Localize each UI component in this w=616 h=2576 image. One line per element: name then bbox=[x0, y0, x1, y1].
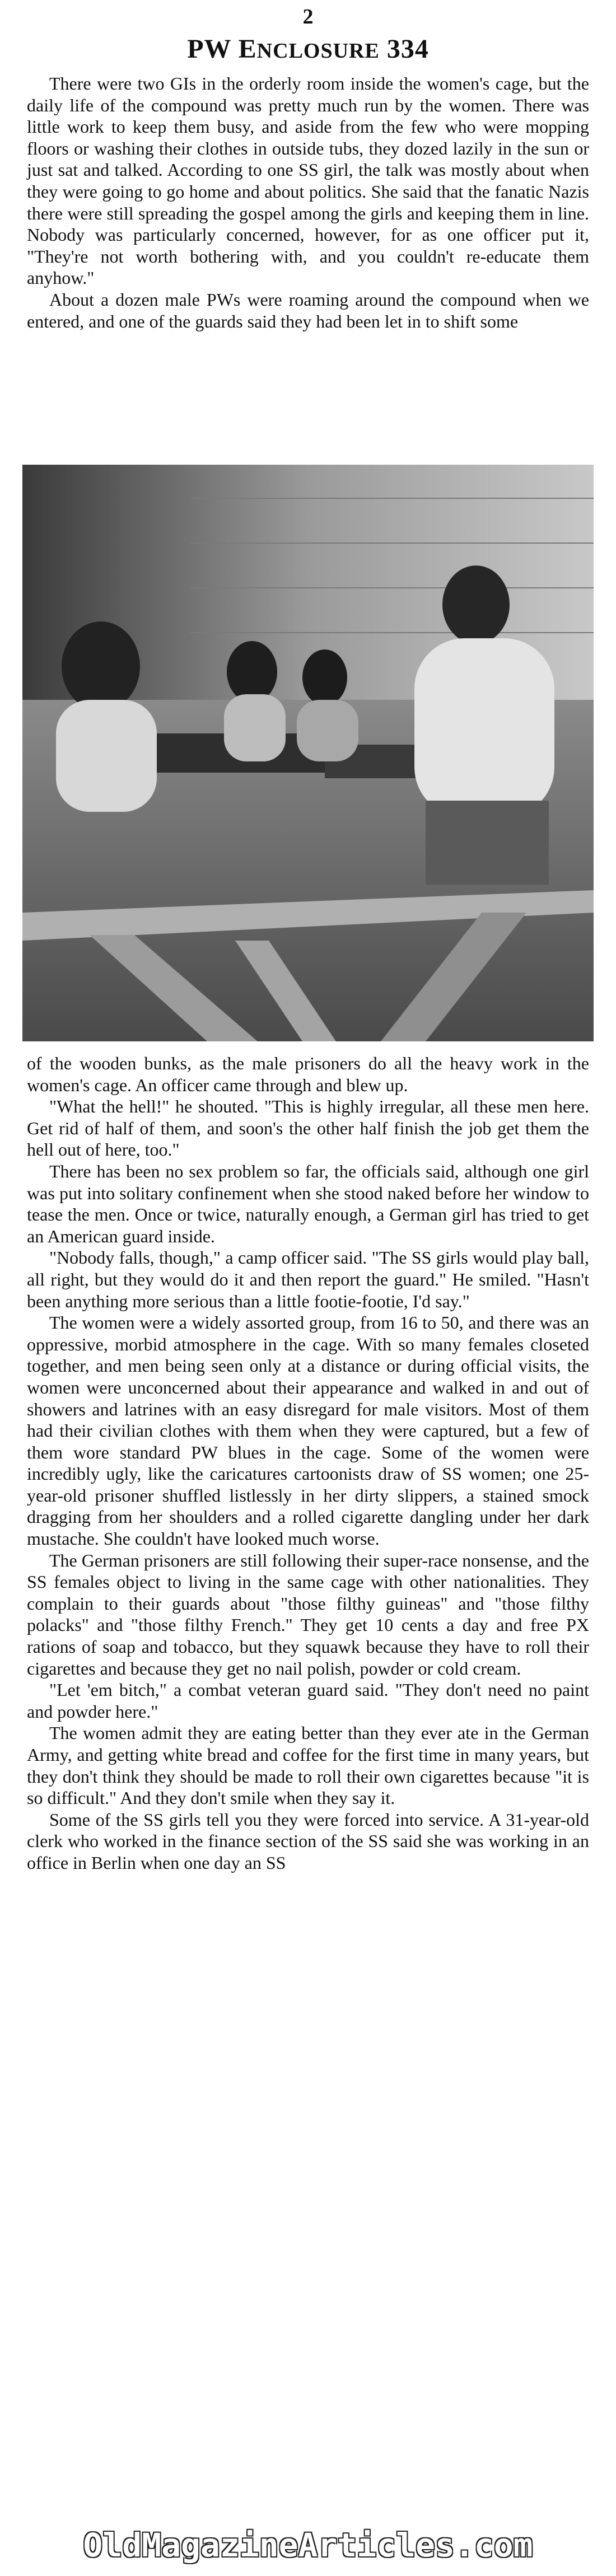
article-text-bottom bbox=[27, 1053, 589, 1874]
paragraph: The German prisoners are still following their super-race nonsense, and the SS females object to living in the same cage with other nationalities. They complain to their guards about "those filthy guineas" and "those filthy polacks" and "those filthy French." They get 10 cents a day and free PX rations of soap and tobacco, but they squawk because they have to roll their cigarettes and because they get no nail polish, powder or cold cream. bbox=[27, 1550, 589, 1679]
paragraph: Some of the SS girls tell you they were forced into service. A 31-year-old clerk who worked in the finance section of the SS said she was working in an office in Berlin when one day an SS bbox=[27, 1809, 589, 1873]
paragraph: "Let 'em bitch," a combat veteran guard said. "They don't need no paint and powder here." bbox=[27, 1680, 589, 1722]
site-watermark: OldMagazineArticles.com bbox=[83, 2526, 533, 2564]
paragraph: About a dozen male PWs were roaming around the compound when we entered, and one of the guards said they had been let in to shift some bbox=[27, 289, 589, 331]
article-text-top bbox=[27, 73, 589, 332]
page-number: 2 bbox=[302, 5, 314, 29]
paragraph: The women were a widely assorted group, from 16 to 50, and there was an oppressive, morbid atmosphere in the cage. With so many females closeted together, and men being seen only at a distance or during official visits, the women were unconcerned about their appearance and walked in and out of showers and latrines with an easy disregard for male visitors. Most of them had their civilian clothes with them when they were captured, but a few of them wore standard PW blues in the cage. Some of the women were incredibly ugly, like the caricatures cartoonists draw of SS women; one 25-year-old prisoner shuffled listlessly in her dirty slippers, a stained smock dragging from her shoulders and a rolled cigarette dangling under her dark mustache. She couldn't have looked much worse. bbox=[27, 1312, 589, 1549]
photo-illustration bbox=[22, 465, 594, 1041]
article-photo bbox=[22, 465, 594, 1041]
headline-part-2: NCLOSURE bbox=[256, 39, 380, 63]
paragraph: There were two GIs in the orderly room inside the women's cage, but the daily life of the compound was pretty much run by the women. There was little work to keep them busy, and aside from the few who were mopping floors or washing their clothes in outside tubs, they dozed lazily in the sun or just sat and talked. According to one SS girl, the talk was mostly about when they were going to go home and about politics. She said that the fanatic Nazis there were still spreading the gospel among the girls and keeping them in line. Nobody was particularly concerned, however, for as one officer put it, "They're not worth bothering with, and you couldn't re-educate them anyhow." bbox=[27, 73, 589, 288]
paragraph: There has been no sex problem so far, the officials said, although one girl was put into solitary confinement when she stood naked before her window to tease the men. Once or twice, naturally enough, a German girl has tried to get an American guard inside. bbox=[27, 1161, 589, 1246]
paragraph: of the wooden bunks, as the male prisoners do all the heavy work in the women's cage. An officer came through and blew up. bbox=[27, 1053, 589, 1095]
article-headline bbox=[0, 34, 616, 64]
paragraph: "Nobody falls, though," a camp officer said. "The SS girls would play ball, all right, but they would do it and then report the guard." He smiled. "Hasn't been anything more serious than a little footie-footie, I'd say." bbox=[27, 1247, 589, 1311]
headline-number: 334 bbox=[386, 34, 429, 64]
paragraph: The women admit they are eating better than they ever ate in the German Army, and getting white bread and coffee for the first time in many years, but they don't think they should be made to roll their own cigarettes because "it is so difficult." And they don't smile when they say it. bbox=[27, 1723, 589, 1808]
paragraph: "What the hell!" he shouted. "This is highly irregular, all these men here. Get rid of half of them, and soon's the other half finish the job get them the hell out of here, too." bbox=[27, 1096, 589, 1160]
headline-part-1: PW E bbox=[187, 34, 257, 64]
